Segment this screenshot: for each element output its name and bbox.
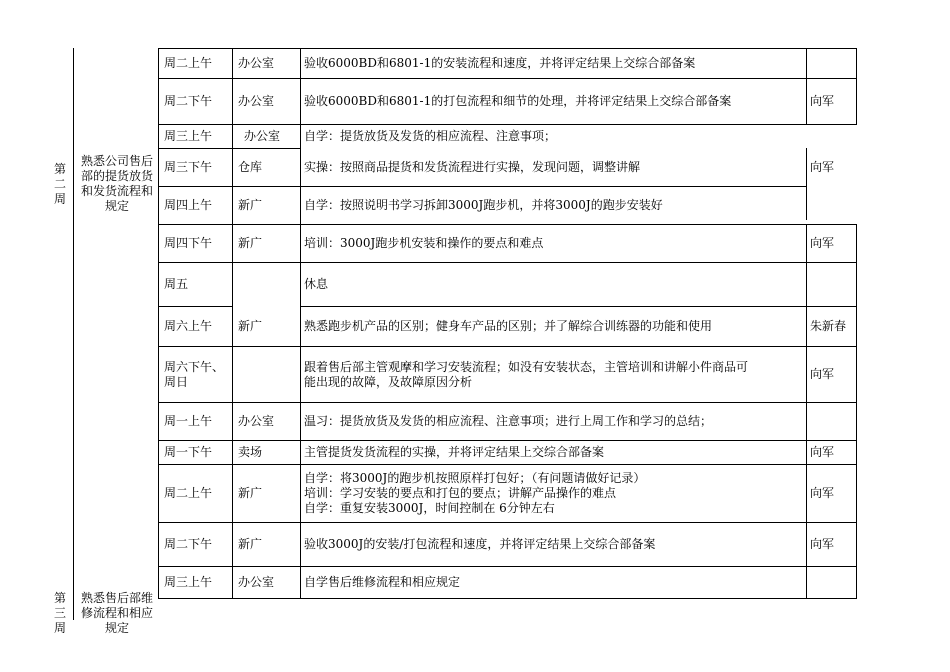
week-label: 第 二 周 (53, 162, 66, 206)
row-place: 卖场 (238, 445, 263, 459)
row-time: 周二下午 (164, 537, 213, 551)
grid-line (806, 224, 807, 598)
row-person: 向军 (810, 486, 835, 500)
row-place: 新广 (238, 236, 263, 250)
row-place: 新广 (238, 198, 263, 212)
grid-line (300, 48, 301, 598)
grid-line (856, 48, 857, 124)
grid-line (73, 48, 74, 620)
grid-line (158, 48, 159, 598)
row-time: 周六上午 (164, 319, 213, 333)
row-person: 朱新春 (810, 319, 847, 333)
row-time: 周一上午 (164, 414, 213, 428)
row-content: 验收3000J的安装/打包流程和速度，并将评定结果上交综合部备案 (304, 537, 656, 551)
row-place: 办公室 (238, 575, 275, 589)
row-person: 向军 (810, 445, 835, 459)
section-topic: 熟悉公司售后 部的提货放货 和发货流程和 规定 (80, 154, 153, 213)
section-topic: 熟悉售后部维 修流程和相应 规定 (80, 591, 153, 635)
row-place: 办公室 (244, 129, 281, 143)
row-content: 实操：按照商品提货和发货流程进行实操，发现问题，调整讲解 (304, 160, 641, 174)
row-place: 办公室 (238, 56, 275, 70)
row-place: 仓库 (238, 160, 263, 174)
row-place: 办公室 (238, 414, 275, 428)
grid-line (856, 224, 857, 598)
row-content: 休息 (304, 277, 329, 291)
grid-line (232, 48, 233, 598)
row-person: 向军 (810, 236, 835, 250)
grid-line (158, 598, 857, 599)
row-content: 自学售后维修流程和相应规定 (304, 575, 461, 589)
row-person: 向军 (810, 367, 835, 381)
row-time: 周三上午 (164, 575, 213, 589)
grid-line (806, 48, 807, 124)
row-time: 周三下午 (164, 160, 213, 174)
row-content: 熟悉跑步机产品的区别；健身车产品的区别；并了解综合训练器的功能和使用 (304, 319, 713, 333)
row-time: 周四下午 (164, 236, 213, 250)
row-content: 温习：提货放货及发货的相应流程、注意事项；进行上周工作和学习的总结； (304, 414, 713, 428)
row-content: 自学：提货放货及发货的相应流程、注意事项； (304, 129, 557, 143)
row-time: 周六下午、 周日 (164, 359, 225, 389)
week-label: 第 三 周 (53, 591, 66, 635)
row-place: 办公室 (238, 94, 275, 108)
row-place: 新广 (238, 319, 263, 333)
row-time: 周二上午 (164, 56, 213, 70)
row-content: 培训：3000J跑步机安装和操作的要点和难点 (304, 236, 544, 250)
row-content: 跟着售后部主管观摩和学习安装流程；如没有安装状态，主管培训和讲解小件商品可 能出现的故障，及故障原因分析 (304, 359, 749, 389)
row-person: 向军 (810, 94, 835, 108)
row-place: 新广 (238, 486, 263, 500)
row-person: 向军 (810, 160, 835, 174)
row-content: 自学：将3000J的跑步机按照原样打包好；（有问题请做好记录） 培训：学习安装的要点和打包的要点；讲解产品操作的难点 自学：重复安装3000J，时间控制在 6分钟左右 (304, 471, 646, 515)
row-time: 周三上午 (164, 129, 213, 143)
row-time: 周二下午 (164, 94, 213, 108)
row-content: 验收6000BD和6801-1的安装流程和速度，并将评定结果上交综合部备案 (304, 56, 696, 70)
row-content: 主管提货发货流程的实操，并将评定结果上交综合部备案 (304, 445, 605, 459)
row-time: 周四上午 (164, 198, 213, 212)
row-place: 新广 (238, 537, 263, 551)
grid-line (806, 148, 807, 220)
row-content: 自学：按照说明书学习拆卸3000J跑步机，并将3000J的跑步安装好 (304, 198, 663, 212)
row-time: 周二上午 (164, 486, 213, 500)
row-time: 周一下午 (164, 445, 213, 459)
grid-line (158, 262, 857, 263)
row-time: 周五 (164, 277, 189, 291)
row-person: 向军 (810, 537, 835, 551)
row-content: 验收6000BD和6801-1的打包流程和细节的处理，并将评定结果上交综合部备案 (304, 94, 732, 108)
